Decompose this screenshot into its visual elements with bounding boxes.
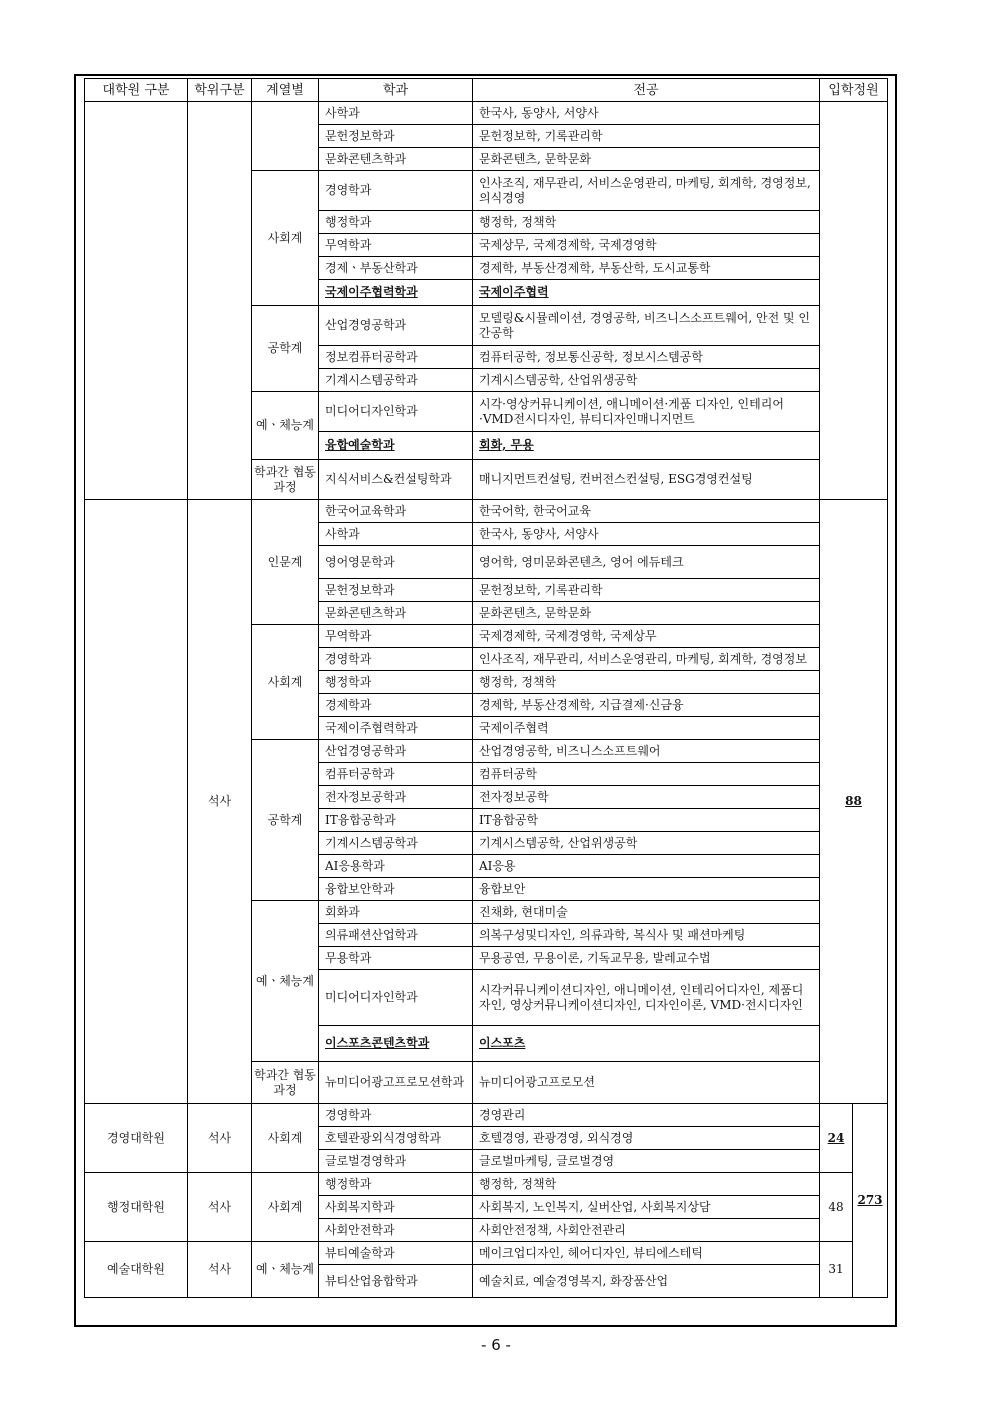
category-cell — [252, 102, 319, 171]
dept-cell: 산업경영공학과 — [319, 740, 473, 763]
dept-cell: 의류패션산업학과 — [319, 924, 473, 947]
dept-cell: 미디어디자인학과 — [319, 392, 473, 432]
major-cell: 한국사, 동양사, 서양사 — [473, 523, 820, 546]
dept-cell: 전자정보공학과 — [319, 786, 473, 809]
dept-cell: 경영학과 — [319, 648, 473, 671]
major-cell: 문헌정보학, 기록관리학 — [473, 125, 820, 148]
category-cell: 예ㆍ체능계 — [252, 392, 319, 460]
major-cell: 문헌정보학, 기록관리학 — [473, 579, 820, 602]
major-cell: 융합보안 — [473, 878, 820, 901]
header-major: 전공 — [473, 79, 820, 102]
major-cell: AI응용 — [473, 855, 820, 878]
category-cell: 예ㆍ체능계 — [252, 1242, 319, 1298]
major-cell: 기계시스템공학, 산업위생공학 — [473, 369, 820, 392]
dept-cell: 정보컴퓨터공학과 — [319, 346, 473, 369]
table-row — [85, 1242, 888, 1265]
dept-cell: 뷰티산업융합학과 — [319, 1265, 473, 1298]
degree-cell: 석사 — [188, 1173, 252, 1242]
header-grad-school: 대학원 구분 — [85, 79, 188, 102]
dept-cell: 문헌정보학과 — [319, 125, 473, 148]
admission-quota-table — [84, 78, 888, 1298]
major-cell: 시각커뮤니케이션디자인, 애니메이션, 인테리어디자인, 제품디자인, 영상커뮤니케이션디자인, 디자인이론, VMD·전시디자인 — [473, 970, 820, 1026]
category-cell: 공학계 — [252, 740, 319, 901]
dept-cell: 뉴미디어광고프로모션학과 — [319, 1062, 473, 1104]
dept-cell: 국제이주협력학과 — [319, 280, 473, 306]
grad-school-cell — [85, 102, 188, 500]
dept-cell: 무역학과 — [319, 625, 473, 648]
dept-cell: 기계시스템공학과 — [319, 369, 473, 392]
major-cell: 행정학, 정책학 — [473, 211, 820, 234]
header-department: 학과 — [319, 79, 473, 102]
quota-cell — [820, 102, 888, 500]
category-cell: 공학계 — [252, 306, 319, 392]
category-cell: 사회계 — [252, 171, 319, 306]
dept-cell: 글로벌경영학과 — [319, 1150, 473, 1173]
dept-cell: 뷰티예술학과 — [319, 1242, 473, 1265]
dept-cell: 사회복지학과 — [319, 1196, 473, 1219]
dept-cell: 무역학과 — [319, 234, 473, 257]
dept-cell: 경제학과 — [319, 694, 473, 717]
major-cell: 모델링&시뮬레이션, 경영공학, 비즈니스소프트웨어, 안전 및 인간공학 — [473, 306, 820, 346]
dept-cell: 행정학과 — [319, 671, 473, 694]
major-cell: 사회복지, 노인복지, 실버산업, 사회복지상담 — [473, 1196, 820, 1219]
category-cell: 사회계 — [252, 1173, 319, 1242]
major-cell: 사회안전정책, 사회안전관리 — [473, 1219, 820, 1242]
major-cell: 국제경제학, 국제경영학, 국제상무 — [473, 625, 820, 648]
quota-cell: 48 — [820, 1173, 853, 1242]
major-cell: 무용공연, 무용이론, 기독교무용, 발레교수법 — [473, 947, 820, 970]
quota-cell: 31 — [820, 1242, 853, 1298]
dept-cell: 미디어디자인학과 — [319, 970, 473, 1026]
quota-cell: 24 — [820, 1104, 853, 1173]
dept-cell: 융합보안학과 — [319, 878, 473, 901]
major-cell: 행정학, 정책학 — [473, 1173, 820, 1196]
dept-cell: 국제이주협력학과 — [319, 717, 473, 740]
category-cell: 예ㆍ체능계 — [252, 901, 319, 1062]
dept-cell: 기계시스템공학과 — [319, 832, 473, 855]
grad-school-cell: 행정대학원 — [85, 1173, 188, 1242]
dept-cell: 한국어교육학과 — [319, 500, 473, 523]
major-cell: 행정학, 정책학 — [473, 671, 820, 694]
category-cell: 학과간 협동과정 — [252, 460, 319, 500]
dept-cell: 행정학과 — [319, 211, 473, 234]
major-cell: 인사조직, 재무관리, 서비스운영관리, 마케팅, 회계학, 경영정보, 의식경영 — [473, 171, 820, 211]
degree-cell: 석사 — [188, 1242, 252, 1298]
dept-cell: 사학과 — [319, 102, 473, 125]
dept-cell: 회화과 — [319, 901, 473, 924]
major-cell: 영어학, 영미문화콘텐츠, 영어 에듀테크 — [473, 546, 820, 579]
major-cell: 한국어학, 한국어교육 — [473, 500, 820, 523]
major-cell: 경제학, 부동산경제학, 지급결제·신금융 — [473, 694, 820, 717]
table-row — [85, 102, 888, 125]
major-cell: 컴퓨터공학, 정보통신공학, 정보시스템공학 — [473, 346, 820, 369]
major-cell: 시각·영상커뮤니케이션, 애니메이션·게품 디자인, 인테리어·VMD전시디자인, 뷰티디자인매니지먼트 — [473, 392, 820, 432]
category-cell: 사회계 — [252, 625, 319, 740]
major-cell: 산업경영공학, 비즈니스소프트웨어 — [473, 740, 820, 763]
degree-cell: 석사 — [188, 500, 252, 1104]
major-cell: 경제학, 부동산경제학, 부동산학, 도시교통학 — [473, 257, 820, 280]
major-cell: 메이크업디자인, 헤어디자인, 뷰티에스테틱 — [473, 1242, 820, 1265]
dept-cell: 호텔관광외식경영학과 — [319, 1127, 473, 1150]
special-total-cell: 273 — [853, 1104, 888, 1298]
table-row — [85, 1173, 888, 1196]
dept-cell: 사회안전학과 — [319, 1219, 473, 1242]
degree-cell — [188, 102, 252, 500]
major-cell: 뉴미디어광고프로모션 — [473, 1062, 820, 1104]
major-cell: 문화콘텐츠, 문학문화 — [473, 602, 820, 625]
page-number: - 6 - — [481, 1336, 511, 1354]
major-cell: 국제이주협력 — [473, 280, 820, 306]
major-cell: 한국사, 동양사, 서양사 — [473, 102, 820, 125]
major-cell: 인사조직, 재무관리, 서비스운영관리, 마케팅, 회계학, 경영정보 — [473, 648, 820, 671]
dept-cell: 영어영문학과 — [319, 546, 473, 579]
major-cell: 예술치료, 예술경영복지, 화장품산업 — [473, 1265, 820, 1298]
dept-cell: IT융합공학과 — [319, 809, 473, 832]
dept-cell: 경영학과 — [319, 1104, 473, 1127]
major-cell: 진채화, 현대미술 — [473, 901, 820, 924]
header-category: 계열별 — [252, 79, 319, 102]
major-cell: 회화, 무용 — [473, 432, 820, 460]
major-cell: 경영관리 — [473, 1104, 820, 1127]
dept-cell: 문헌정보학과 — [319, 579, 473, 602]
dept-cell: AI응용학과 — [319, 855, 473, 878]
header-degree: 학위구분 — [188, 79, 252, 102]
grad-school-cell: 경영대학원 — [85, 1104, 188, 1173]
major-cell: 국제이주협력 — [473, 717, 820, 740]
major-cell: 의복구성및디자인, 의류과학, 복식사 및 패션마케팅 — [473, 924, 820, 947]
major-cell: 문화콘텐츠, 문학문화 — [473, 148, 820, 171]
major-cell: IT융합공학 — [473, 809, 820, 832]
dept-cell: 지식서비스&컨설팅학과 — [319, 460, 473, 500]
header-quota: 입학정원 — [820, 79, 888, 102]
major-cell: 글로벌마케팅, 글로벌경영 — [473, 1150, 820, 1173]
quota-cell: 88 — [820, 500, 888, 1104]
degree-cell: 석사 — [188, 1104, 252, 1173]
major-cell: 매니지먼트컨설팅, 컨버전스컨설팅, ESG경영컨설팅 — [473, 460, 820, 500]
major-cell: 컴퓨터공학 — [473, 763, 820, 786]
table-header-row — [85, 79, 888, 102]
table-row — [85, 500, 888, 523]
category-cell: 학과간 협동과정 — [252, 1062, 319, 1104]
grad-school-cell: 예술대학원 — [85, 1242, 188, 1298]
table-row — [85, 1104, 888, 1127]
dept-cell: 행정학과 — [319, 1173, 473, 1196]
dept-cell: 이스포츠콘텐츠학과 — [319, 1026, 473, 1062]
category-cell: 사회계 — [252, 1104, 319, 1173]
grad-school-cell — [85, 500, 188, 1104]
dept-cell: 무용학과 — [319, 947, 473, 970]
major-cell: 이스포츠 — [473, 1026, 820, 1062]
major-cell: 기계시스템공학, 산업위생공학 — [473, 832, 820, 855]
dept-cell: 경제ㆍ부동산학과 — [319, 257, 473, 280]
dept-cell: 산업경영공학과 — [319, 306, 473, 346]
dept-cell: 문화콘텐츠학과 — [319, 148, 473, 171]
major-cell: 호텔경영, 관광경영, 외식경영 — [473, 1127, 820, 1150]
major-cell: 전자정보공학 — [473, 786, 820, 809]
dept-cell: 융합예술학과 — [319, 432, 473, 460]
dept-cell: 사학과 — [319, 523, 473, 546]
dept-cell: 컴퓨터공학과 — [319, 763, 473, 786]
dept-cell: 경영학과 — [319, 171, 473, 211]
dept-cell: 문화콘텐츠학과 — [319, 602, 473, 625]
major-cell: 국제상무, 국제경제학, 국제경영학 — [473, 234, 820, 257]
category-cell: 인문계 — [252, 500, 319, 625]
